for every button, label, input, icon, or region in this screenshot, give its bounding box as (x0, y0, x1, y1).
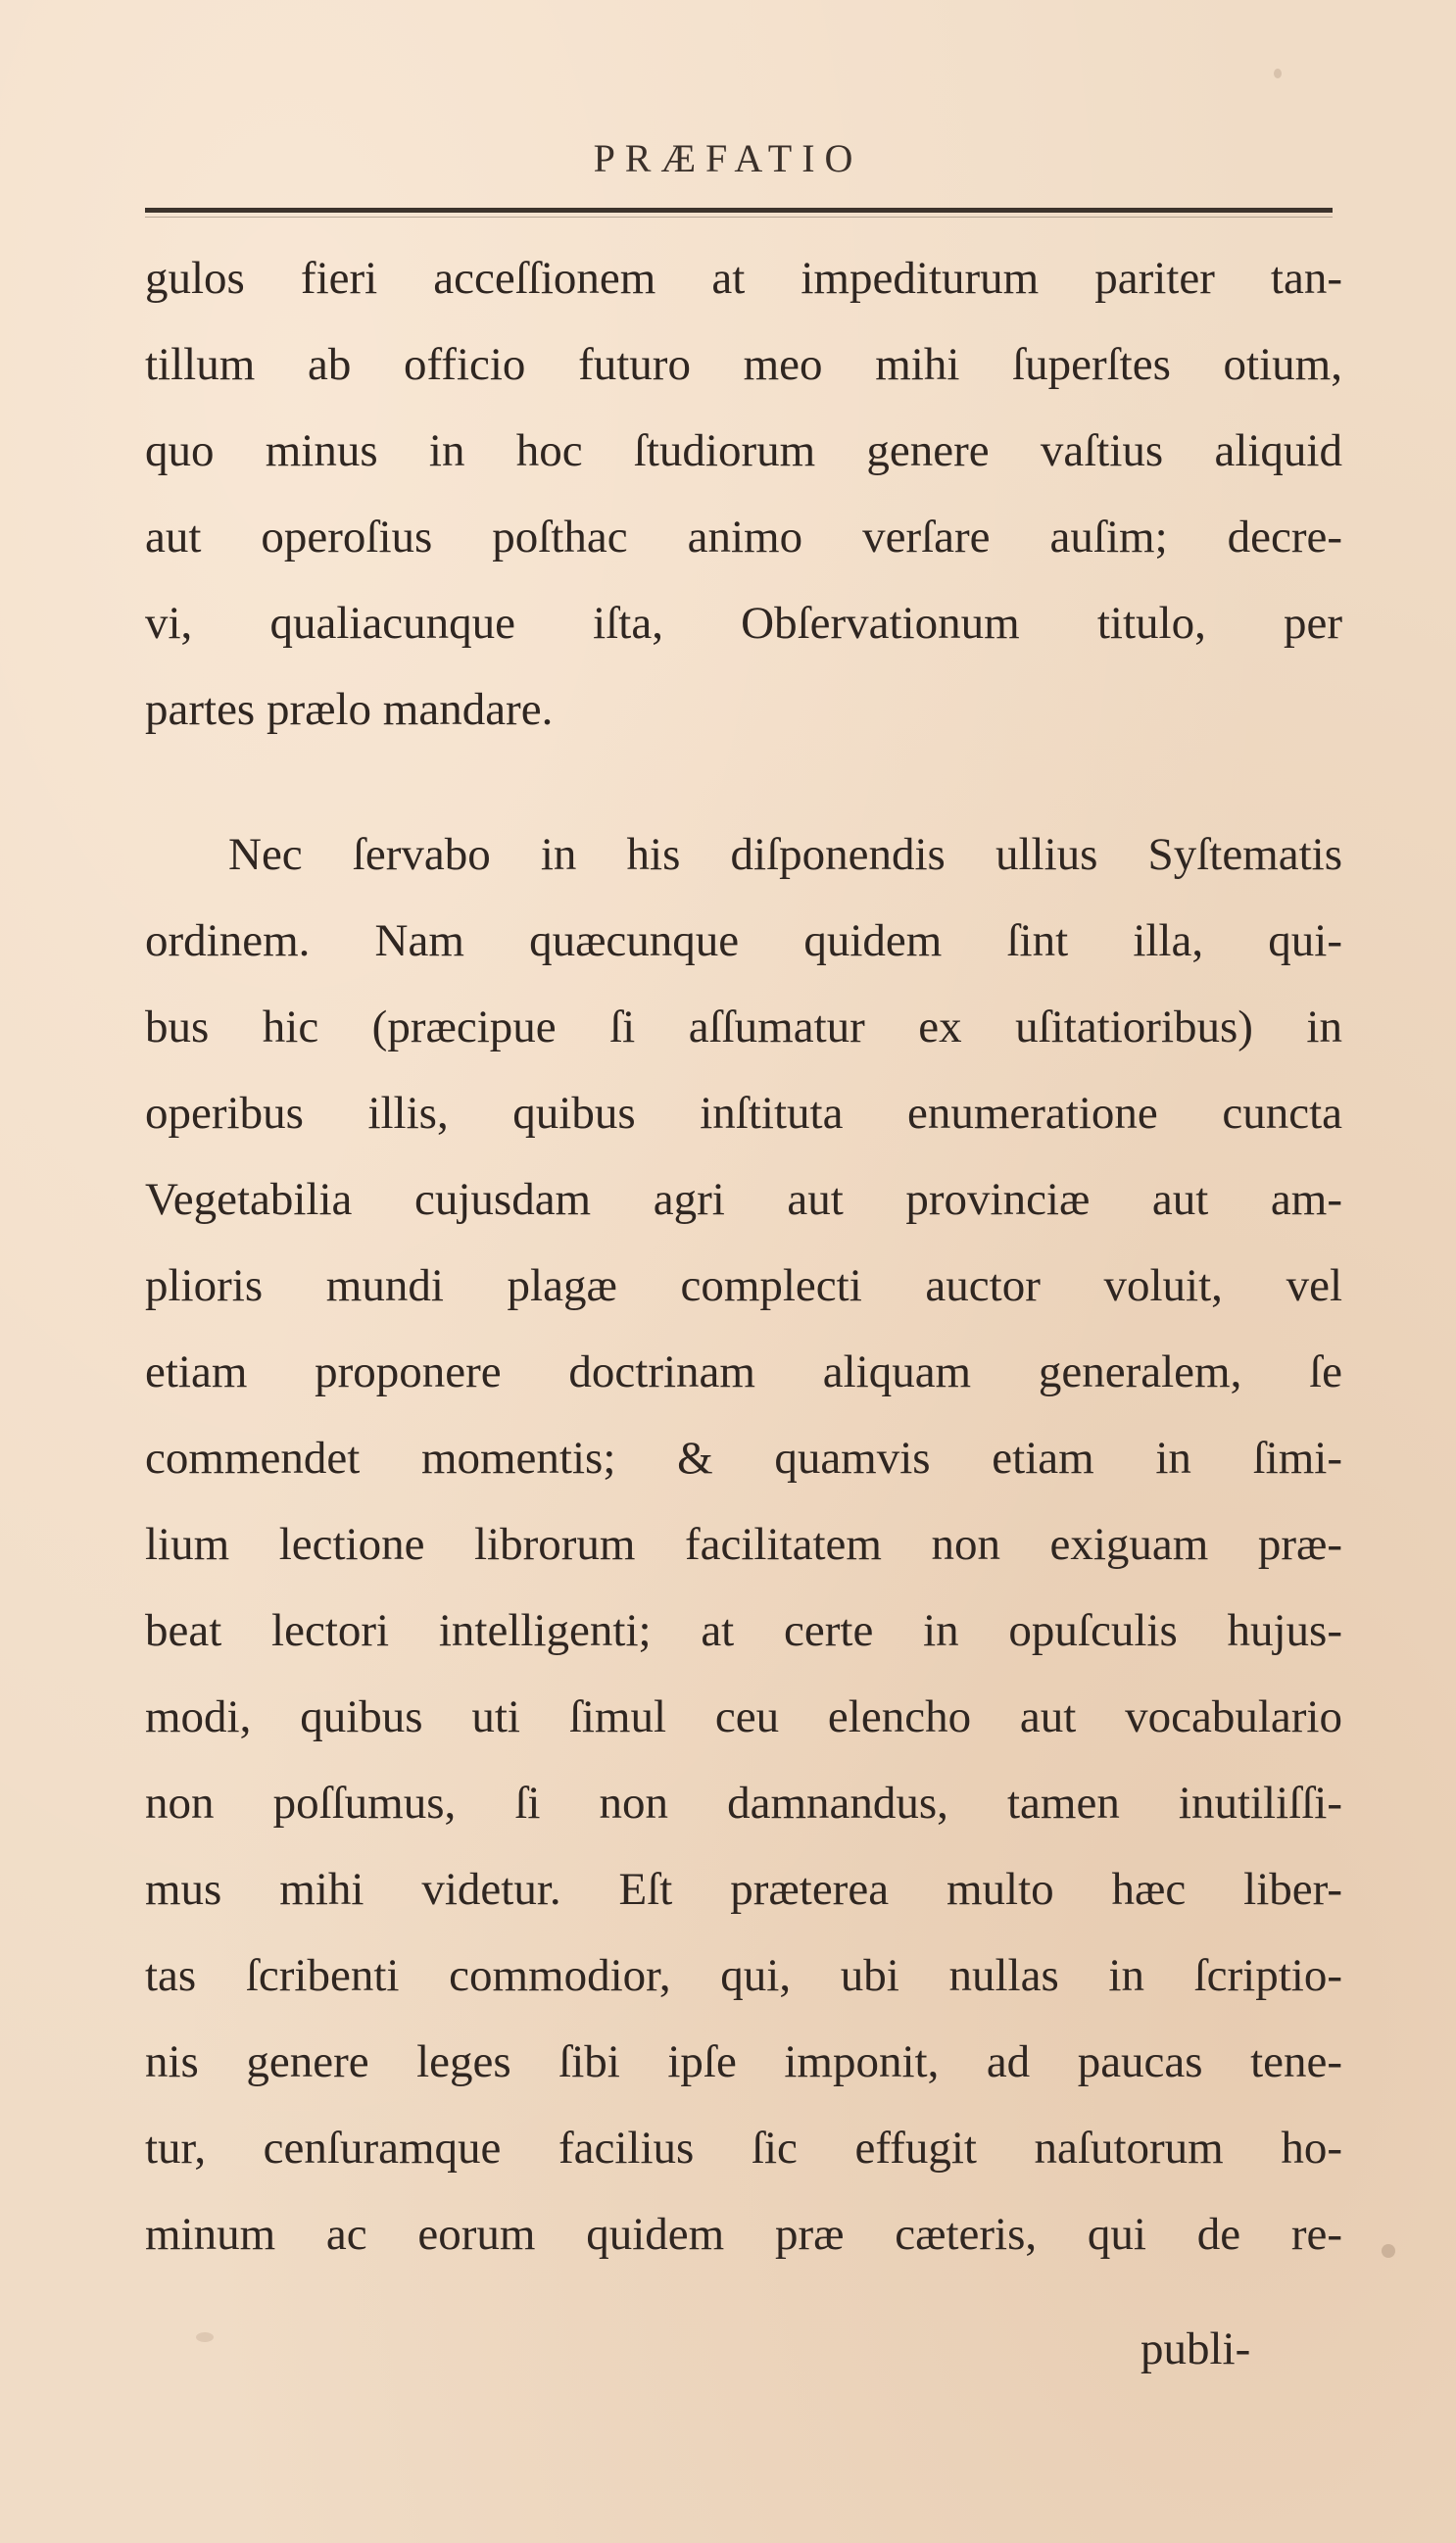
catchword: publi- (1141, 2323, 1251, 2374)
text-line: gulos fieri acceſſionem at impediturum pariter tan- (145, 253, 1342, 304)
text-line: quo minus in hoc ſtudiorum genere vaſtius aliquid (145, 425, 1342, 476)
text-line: commendet momentis; & quamvis etiam in ſimi- (145, 1433, 1342, 1484)
text-line: Vegetabilia cujusdam agri aut provinciæ aut am- (145, 1174, 1342, 1225)
ink-spot (1274, 69, 1282, 78)
paragraph-gap (145, 753, 1342, 811)
text-line: non poſſumus, ſi non damnandus, tamen inutiliſſi- (145, 1778, 1342, 1829)
text-line: etiam proponere doctrinam aliquam generalem, ſe (145, 1346, 1342, 1397)
text-line: plioris mundi plagæ complecti auctor voluit, vel (145, 1260, 1342, 1311)
text-line: nis genere leges ſibi ipſe imponit, ad paucas tene- (145, 2036, 1342, 2087)
text-line: operibus illis, quibus inſtituta enumeratione cuncta (145, 1088, 1342, 1139)
header-rule-thin (145, 217, 1333, 218)
ink-spot (1382, 2244, 1395, 2258)
text-line: lium lectione librorum facilitatem non exiguam præ- (145, 1519, 1342, 1570)
body-text (145, 235, 1342, 2277)
running-head: PRÆFATIO (593, 136, 863, 180)
text-line: tur, cenſuramque facilius ſic effugit naſutorum ho- (145, 2123, 1342, 2174)
text-line: beat lectori intelligenti; at certe in opuſculis hujus- (145, 1605, 1342, 1656)
ink-spot (196, 2332, 214, 2342)
text-line: tas ſcribenti commodior, qui, ubi nullas in ſcriptio- (145, 1950, 1342, 2001)
text-line: ordinem. Nam quæcunque quidem ſint illa, qui- (145, 915, 1342, 966)
text-line: minum ac eorum quidem præ cæteris, qui de re- (145, 2209, 1342, 2260)
header-rule (145, 208, 1333, 213)
text-line: modi, quibus uti ſimul ceu elencho aut vocabulario (145, 1691, 1342, 1742)
text-line: vi, qualiacunque iſta, Obſervationum titulo, per (145, 598, 1342, 649)
text-line: aut operoſius poſthac animo verſare auſim; decre- (145, 512, 1342, 562)
text-line: tillum ab officio futuro meo mihi ſuperſtes otium, (145, 339, 1342, 390)
text-line: mus mihi videtur. Eſt præterea multo hæc liber- (145, 1864, 1342, 1915)
text-line: Nec ſervabo in his diſponendis ullius Syſtematis (228, 829, 1342, 880)
text-line: bus hic (præcipue ſi aſſumatur ex uſitatioribus) in (145, 1002, 1342, 1052)
text-line: partes prælo mandare. (145, 684, 554, 735)
